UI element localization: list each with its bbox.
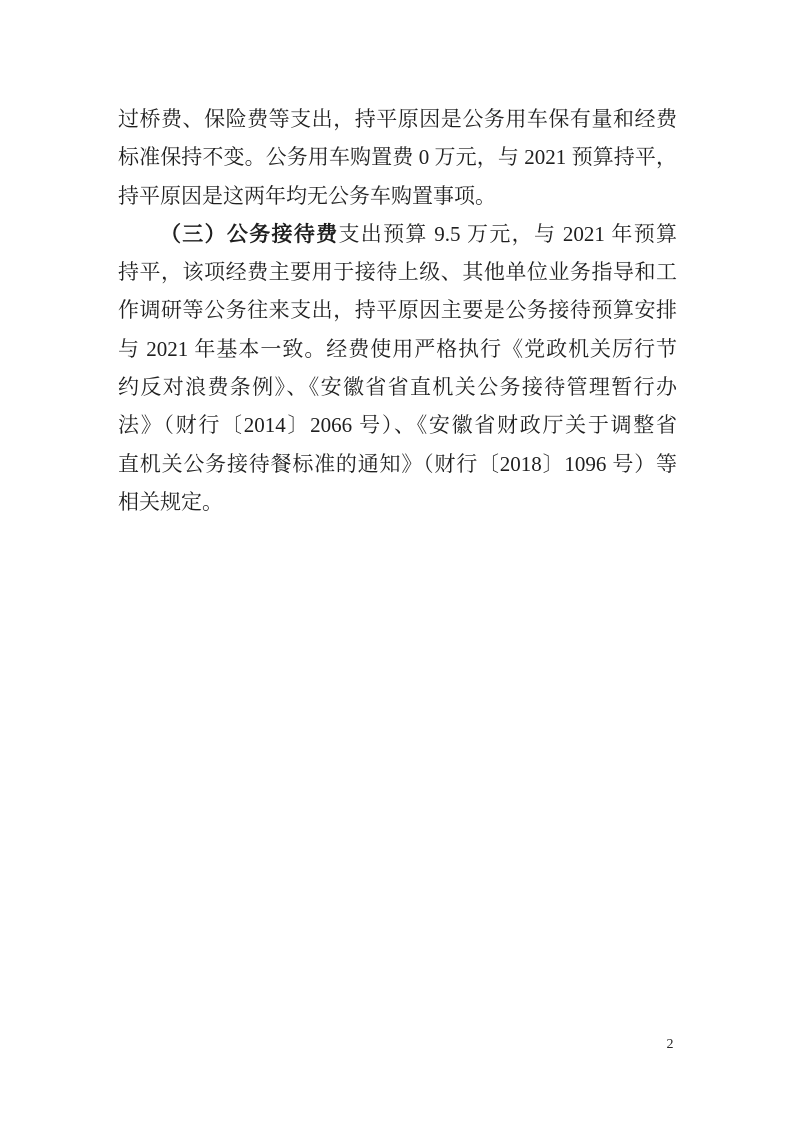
- text-run: 标准保持不变。公务用车购置费 0 万元，与 2021 预算持平，: [118, 145, 677, 170]
- text-line: [118, 291, 677, 329]
- text-line: [118, 445, 677, 483]
- text-run: 相关规定。: [118, 489, 223, 514]
- text-line: [118, 368, 677, 406]
- text-line: [118, 100, 677, 138]
- text-run: 作调研等公务往来支出，持平原因主要是公务接待预算安排: [118, 298, 677, 323]
- text-run: 与 2021 年基本一致。经费使用严格执行《党政机关厉行节: [118, 336, 677, 361]
- text-line: [118, 406, 677, 444]
- page-number: 2: [666, 1037, 674, 1052]
- text-line: [118, 138, 677, 176]
- text-run: 持平，该项经费主要用于接待上级、其他单位业务指导和工: [118, 260, 677, 285]
- text-run: 直机关公务接待餐标准的通知》（财行〔2018〕1096 号）等: [118, 451, 677, 476]
- text-line: [118, 215, 677, 253]
- text-line: [118, 330, 677, 368]
- text-run: 持平原因是这两年均无公务车购置事项。: [118, 183, 496, 208]
- paragraph: [118, 215, 677, 521]
- text-line: [118, 253, 677, 291]
- text-run: 法》（财行〔2014〕2066 号）、《安徽省财政厅关于调整省: [118, 413, 677, 438]
- text-run: 过桥费、保险费等支出，持平原因是公务用车保有量和经费: [118, 107, 677, 131]
- text-line: [118, 483, 677, 521]
- text-run: 约反对浪费条例》、《安徽省省直机关公务接待管理暂行办: [118, 375, 677, 400]
- text-run: 支出预算 9.5 万元，与 2021 年预算: [338, 221, 678, 246]
- paragraph: [118, 100, 677, 215]
- text-line: [118, 177, 677, 215]
- document-body: [118, 100, 677, 521]
- bold-text-run: （三）公务接待费: [160, 221, 339, 246]
